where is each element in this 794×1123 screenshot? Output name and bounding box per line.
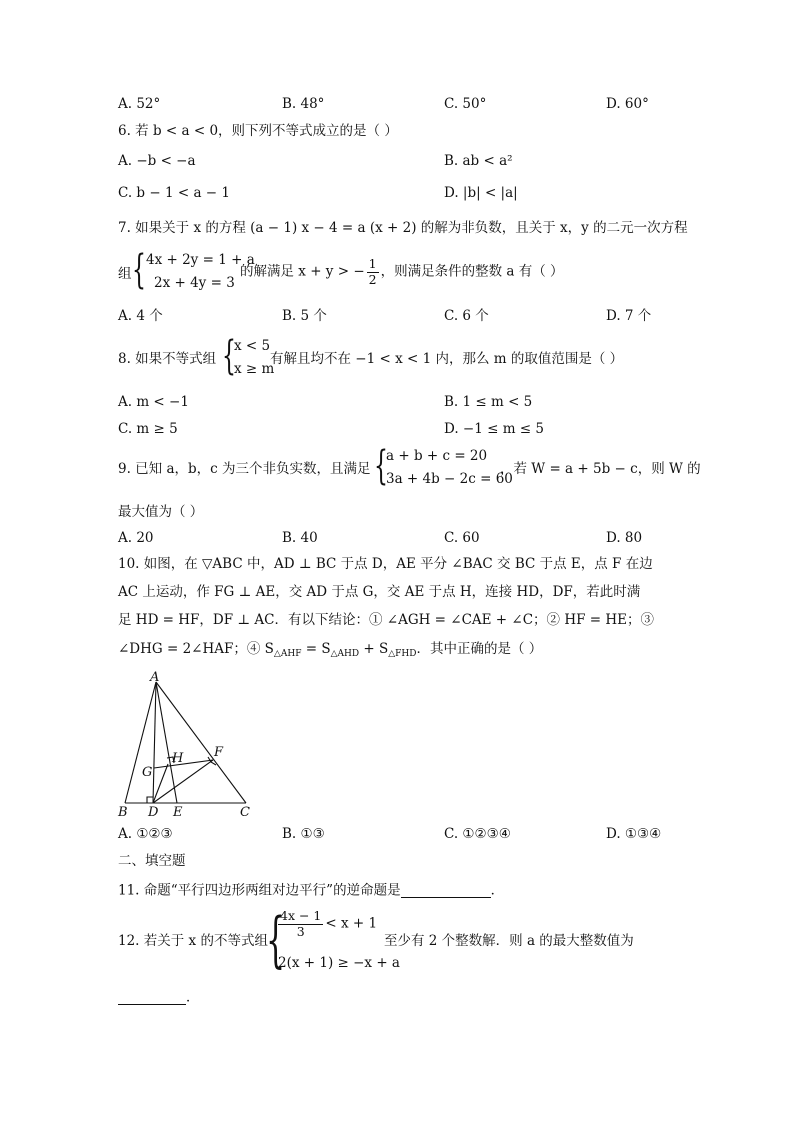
q9-line2: 最大值为（ ） <box>118 504 204 520</box>
side-ab <box>125 682 156 803</box>
q10-line3: 足 HD = HF，DF ⊥ AC．有以下结论：① ∠AGH = ∠CAE + ∠C；② HF = HE；③ <box>118 612 655 628</box>
q7-mid: 的解满足 x + y > − <box>240 263 365 280</box>
q6-option-d: D. |b| < |a| <box>444 185 518 201</box>
q12-answer: ． <box>118 990 200 1005</box>
q12-answer-blank[interactable] <box>118 990 186 1005</box>
q9-prefix: 9. 已知 a，b，c 为三个非负实数，且满足 <box>118 461 371 477</box>
q10-option-a: A. ①②③ <box>118 826 173 842</box>
q7-equation-system: { 4x + 2y = 1 + a 2x + 4y = 3 <box>132 247 255 293</box>
label-c: C <box>240 805 250 820</box>
bisector-ae <box>156 682 177 803</box>
q10-option-b: B. ①③ <box>282 826 325 842</box>
q10-line1: 10. 如图，在 ▽ABC 中，AD ⊥ BC 于点 D，AE 平分 ∠BAC 交 BC 于点 E，点 F 在边 <box>118 556 653 572</box>
q10-triangle-figure <box>110 670 270 820</box>
q7-eq2: 2x + 4y = 3 <box>154 275 235 291</box>
q7-option-d: D. 7 个 <box>606 308 652 324</box>
q10-line2: AC 上运动，作 FG ⊥ AE，交 AD 于点 G，交 AE 于点 H，连接 HD，DF，若此时满 <box>118 584 641 600</box>
q11: 11. 命题“平行四边形两组对边平行”的逆命题是 ． <box>118 882 505 899</box>
label-e: E <box>173 805 183 820</box>
q6-option-b: B. ab < a² <box>444 153 513 169</box>
q7-stem-line1: 7. 如果关于 x 的方程 (a − 1) x − 4 = a (x + 2) 的解为非负数，且关于 x，y 的二元一次方程 <box>118 220 688 236</box>
q10-option-c: C. ①②③④ <box>444 826 511 842</box>
q12-eq1: $\frac{4x - 1}{3}$ < x + 1 <box>280 908 378 939</box>
q8-option-a: A. m < −1 <box>118 394 189 410</box>
q12-inequality-system: { $\frac{4x - 1}{3}$ < x + 1 2(x + 1) ≥ −x + a <box>266 905 400 975</box>
q8-option-b: B. 1 ≤ m < 5 <box>444 394 533 410</box>
section-title: 二、填空题 <box>118 853 186 869</box>
q6-option-c: C. b − 1 < a − 1 <box>118 185 230 201</box>
q6-stem: 6. 若 b < a < 0，则下列不等式成立的是（ ） <box>118 123 398 139</box>
q7-fraction: $\frac{1}{2}$ <box>368 256 377 287</box>
altitude-ad <box>153 682 156 803</box>
q12-tail: 至少有 2 个整数解．则 a 的最大整数值为 <box>384 933 634 949</box>
q9-eq2: 3a + 4b − 2c = 60 <box>386 471 513 487</box>
q9-tail: ，若 W = a + 5b − c，则 W 的 <box>500 461 701 477</box>
q8-prefix: 8. 如果不等式组 <box>118 351 217 367</box>
q7-eq1: 4x + 2y = 1 + a <box>146 252 255 268</box>
q12-prefix: 12. 若关于 x 的不等式组 <box>118 933 268 949</box>
q7-option-b: B. 5 个 <box>282 308 327 324</box>
q9-equation-system: { a + b + c = 20 3a + 4b − 2c = 60 <box>374 443 513 489</box>
label-d: D <box>148 805 159 820</box>
q9-option-a: A. 20 <box>118 530 154 546</box>
q6-option-a: A. −b < −a <box>118 153 196 169</box>
right-angle-d <box>147 797 153 803</box>
q8-option-c: C. m ≥ 5 <box>118 421 178 437</box>
q10-option-d: D. ①③④ <box>606 826 662 842</box>
q5-option-a: A. 52° <box>118 96 161 112</box>
label-f: F <box>214 745 224 760</box>
q8-inequality-system: { x < 5 x ≥ m <box>222 333 275 379</box>
q8-option-d: D. −1 ≤ m ≤ 5 <box>444 421 545 437</box>
q5-option-b: B. 48° <box>282 96 325 112</box>
q9-option-d: D. 80 <box>606 530 643 546</box>
q8-eq1: x < 5 <box>234 338 271 354</box>
q8-eq2: x ≥ m <box>234 361 275 377</box>
label-h: H <box>172 751 184 766</box>
q9-option-c: C. 60 <box>444 530 480 546</box>
q9-option-b: B. 40 <box>282 530 318 546</box>
q11-text: 11. 命题“平行四边形两组对边平行”的逆命题是 <box>118 882 401 899</box>
label-g: G <box>142 765 153 780</box>
q7-option-c: C. 6 个 <box>444 308 489 324</box>
q10-line4: ∠DHG = 2∠HAF；④ $S_{\triangle AHF} = S_{\triangle AHD} + S_{\triangle FHD}$．其中正确的是（ ） <box>118 641 543 659</box>
q7-option-a: A. 4 个 <box>118 308 163 324</box>
label-a: A <box>150 670 160 685</box>
q9-eq1: a + b + c = 20 <box>386 448 488 464</box>
q7-condition <box>240 258 564 286</box>
q12-eq2: 2(x + 1) ≥ −x + a <box>278 955 400 971</box>
label-b: B <box>118 805 128 820</box>
q7-tail: ，则满足条件的整数 a 有（ ） <box>380 263 564 280</box>
q11-answer-blank[interactable] <box>401 884 491 898</box>
q5-option-d: D. 60° <box>606 96 649 112</box>
q8-tail: 有解且均不在 −1 < x < 1 内，那么 m 的取值范围是（ ） <box>270 351 624 367</box>
side-ac <box>156 682 246 803</box>
q7-prefix: 组 <box>118 266 132 282</box>
q5-option-c: C. 50° <box>444 96 487 112</box>
